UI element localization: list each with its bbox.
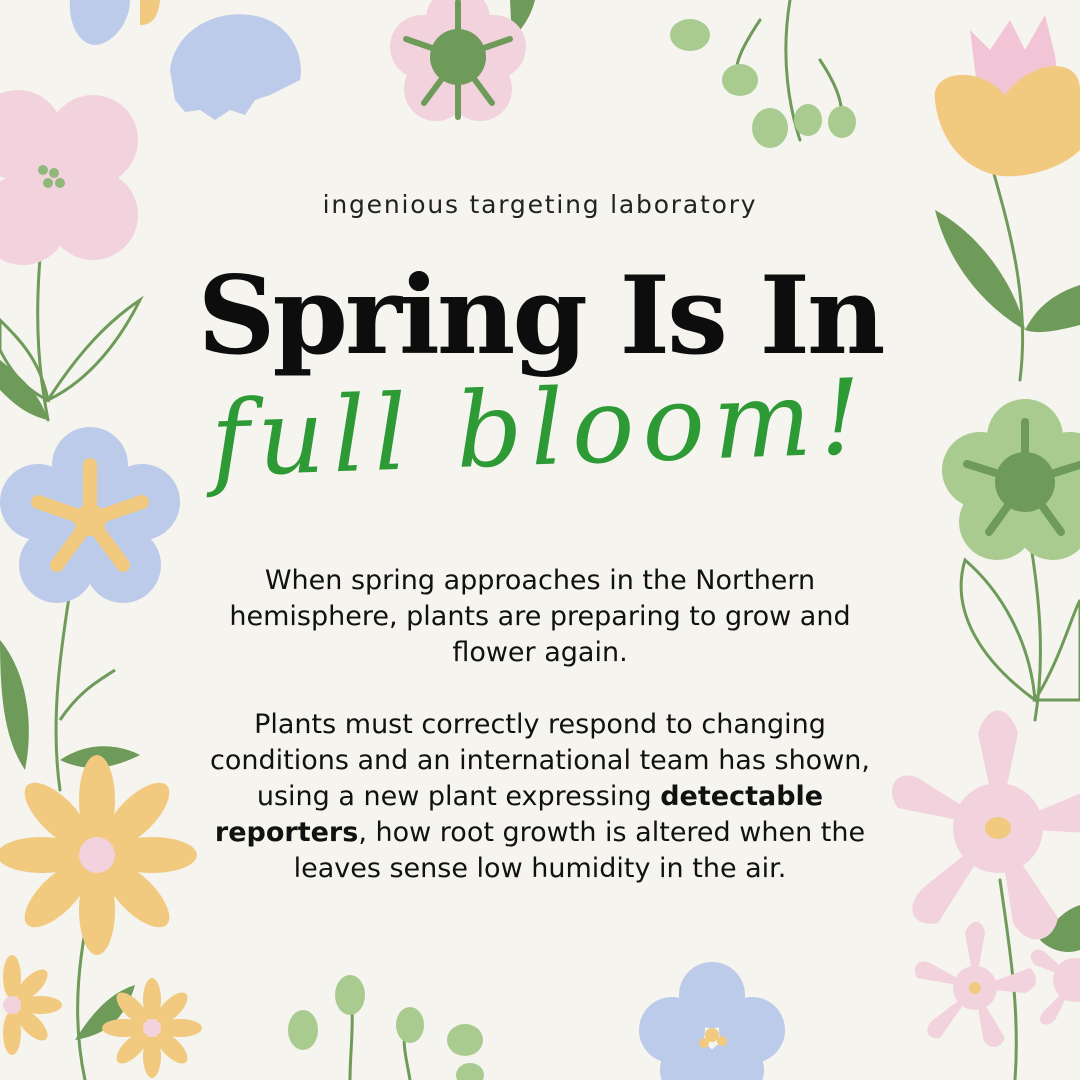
- pink-flower-icon: [892, 711, 1080, 940]
- pink-flower-icon: [915, 922, 1036, 1047]
- yellow-flower-icon: [0, 755, 197, 955]
- bud-sprig-icon: [670, 19, 856, 148]
- pink-flower-icon: [390, 0, 526, 121]
- bud-sprig-icon: [288, 975, 484, 1080]
- tulip-icon: [935, 15, 1080, 176]
- daisy-icon: [102, 978, 202, 1078]
- pink-flower-icon: [1031, 950, 1080, 1025]
- script-subheadline: full bloom!: [208, 355, 872, 501]
- detail-paragraph: [190, 707, 890, 887]
- brand-name: ingenious targeting laboratory: [322, 190, 758, 219]
- daisy-icon: [3, 955, 62, 1055]
- detail-text-end: , how root growth is altered when the leaves sense low humidity in the air.: [293, 817, 866, 884]
- blue-flower-icon: [639, 962, 785, 1080]
- highlighted-term: detectable reporters: [214, 781, 824, 848]
- detail-text-start: Plants must correctly respond to changing conditions and an international team has shown, using a new plant expressing: [210, 709, 870, 812]
- intro-paragraph: When spring approaches in the Northern hemisphere, plants are preparing to grow and flower again.: [229, 565, 851, 668]
- pink-flower-icon: [0, 90, 138, 265]
- headline: Spring Is In: [197, 253, 883, 379]
